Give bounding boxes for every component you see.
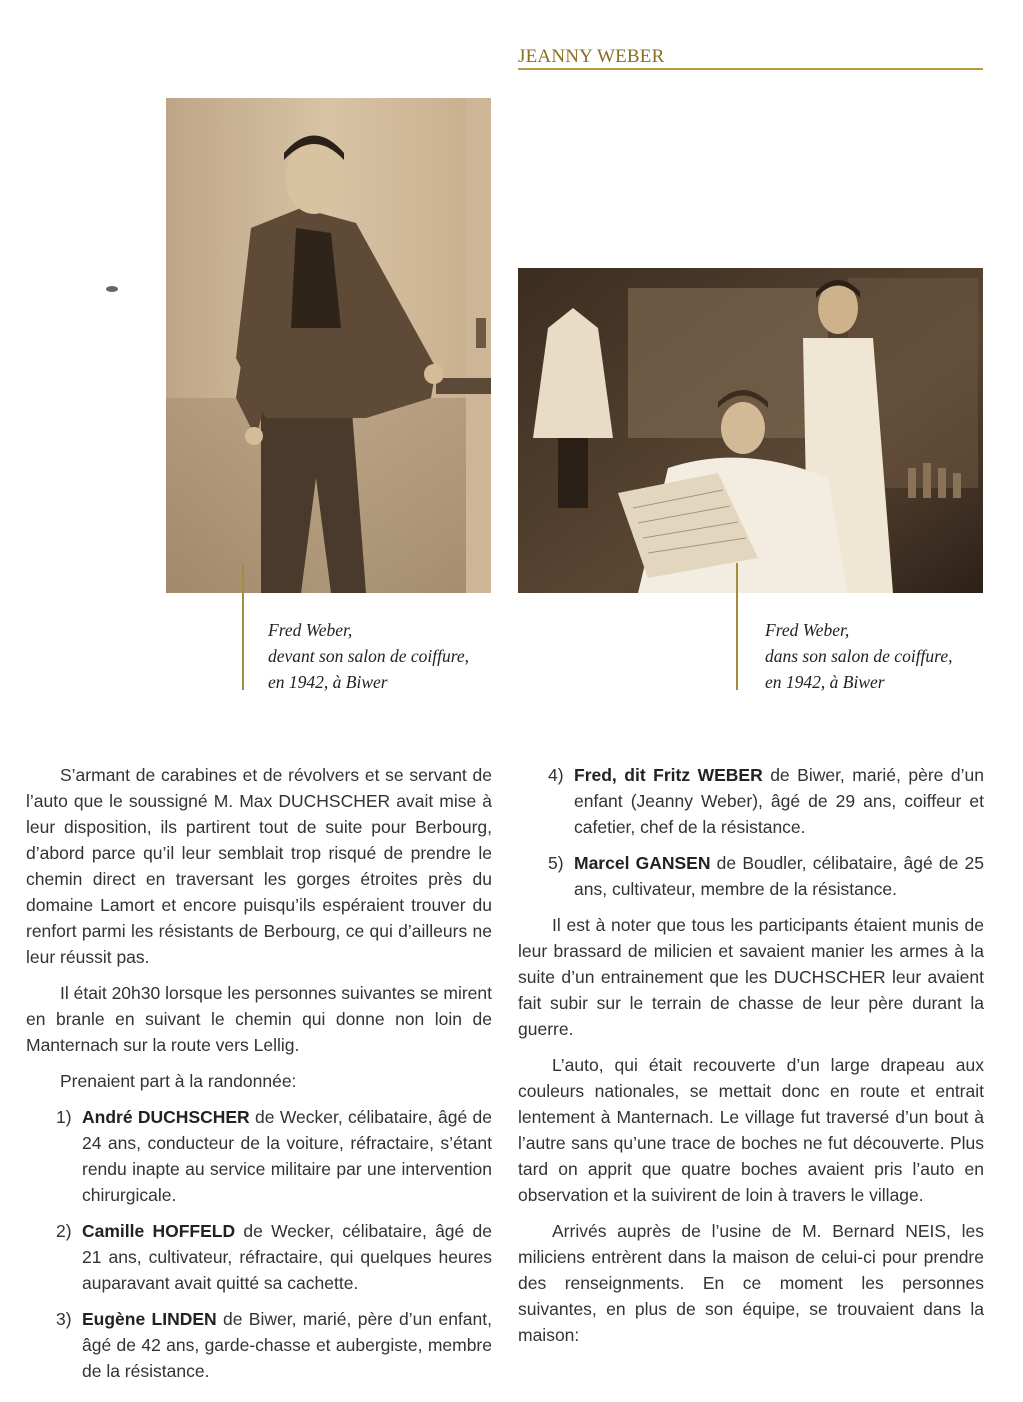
person-details: de Boudler, célibataire, âgé de 25 ans, cultivateur, membre de la résistance. [574, 853, 984, 899]
caption-line: en 1942, à Biwer [765, 672, 885, 692]
caption-bar-right [736, 563, 738, 690]
person-details: de Wecker, célibataire, âgé de 24 ans, conducteur de la voiture, réfractaire, s’étant rendu inapte au service militaire par une intervention chirurgicale. [82, 1107, 492, 1205]
caption-line: dans son salon de coiffure, [765, 646, 953, 666]
list-number: 1) [56, 1107, 72, 1127]
person-name: Fred, dit Fritz WEBER [574, 765, 763, 785]
right-column [518, 762, 984, 1358]
person-name: André DUCHSCHER [82, 1107, 250, 1127]
caption-line: devant son salon de coiffure, [268, 646, 470, 666]
photo-fred-weber-outside-salon [166, 98, 491, 593]
person-name: Camille HOFFELD [82, 1221, 236, 1241]
list-number: 3) [56, 1309, 72, 1329]
person-name: Marcel GANSEN [574, 853, 711, 873]
list-item [518, 850, 984, 902]
left-column [26, 762, 492, 1394]
paragraph: Arrivés auprès de l’usine de M. Bernard NEIS, les miliciens entrèrent dans la maison de celui-ci pour prendre des renseignments. En ce moment les personnes suivantes, en plus de son équipe, se trouvaient dans la maison: [518, 1221, 984, 1345]
caption-line: Fred Weber, [765, 620, 850, 640]
list-item [518, 762, 984, 840]
caption-photo-2 [765, 617, 952, 695]
caption-photo-1 [268, 617, 469, 695]
paragraph: S’armant de carabines et de révolvers et se servant de l’auto que le soussigné M. Max DUCHSCHER avait mise à leur disposition, ils partirent tout de suite pour Berbourg, d’abord parce qu’il leur semblait trop risqué de prendre le chemin direct en traversant les gorges étroites près du domaine Lamort et encore puisqu’ils espéraient trouver du renfort parmi les résistants de Berbourg, ce qui d’ailleurs ne leur réussit pas. [26, 765, 492, 967]
list-number: 5) [548, 853, 564, 873]
list-number: 4) [548, 765, 564, 785]
paragraph: Il était 20h30 lorsque les personnes suivantes se mirent en branle en suivant le chemin qui donne non loin de Manternach sur la route vers Lellig. [26, 983, 492, 1055]
header-rule [518, 68, 983, 70]
person-details: de Wecker, célibataire, âgé de 21 ans, cultivateur, réfractaire, qui quelques heures auparavant avait quitté sa cachette. [82, 1221, 492, 1293]
photo-fred-weber-inside-salon [518, 268, 983, 593]
paragraph: L’auto, qui était recouverte d’un large drapeau aux couleurs nationales, se mettait donc en route et entrait lentement à Manternach. Le village fut traversé d’un bout à l’autre sans qu’une trace de boches ne fut découverte. Plus tard on apprit que quatre boches avaient pris l’auto en observation et la suivirent de loin à travers le village. [518, 1055, 984, 1205]
scan-speck [104, 284, 120, 294]
paragraph: Il est à noter que tous les participants étaient munis de leur brassard de milicien et savaient manier les armes à la suite d’un entrainement que les DUCHSCHER leur avaient fait subir sur le terrain de chasse de leur père durant la guerre. [518, 915, 984, 1039]
paragraph: Prenaient part à la randonnée: [60, 1071, 297, 1091]
list-item [26, 1218, 492, 1296]
caption-line: en 1942, à Biwer [268, 672, 388, 692]
caption-line: Fred Weber, [268, 620, 353, 640]
list-number: 2) [56, 1221, 72, 1241]
caption-bar-left [242, 563, 244, 690]
list-item [26, 1104, 492, 1208]
list-item [26, 1306, 492, 1384]
person-name: Eugène LINDEN [82, 1309, 217, 1329]
running-title: JEANNY WEBER [518, 46, 665, 67]
person-details: de Biwer, marié, père d’un enfant, âgé de 42 ans, garde-chasse et aubergiste, membre de la résistance. [82, 1309, 492, 1381]
person-details: de Biwer, marié, père d’un enfant (Jeanny Weber), âgé de 29 ans, coiffeur et cafetier, chef de la résistance. [574, 765, 984, 837]
